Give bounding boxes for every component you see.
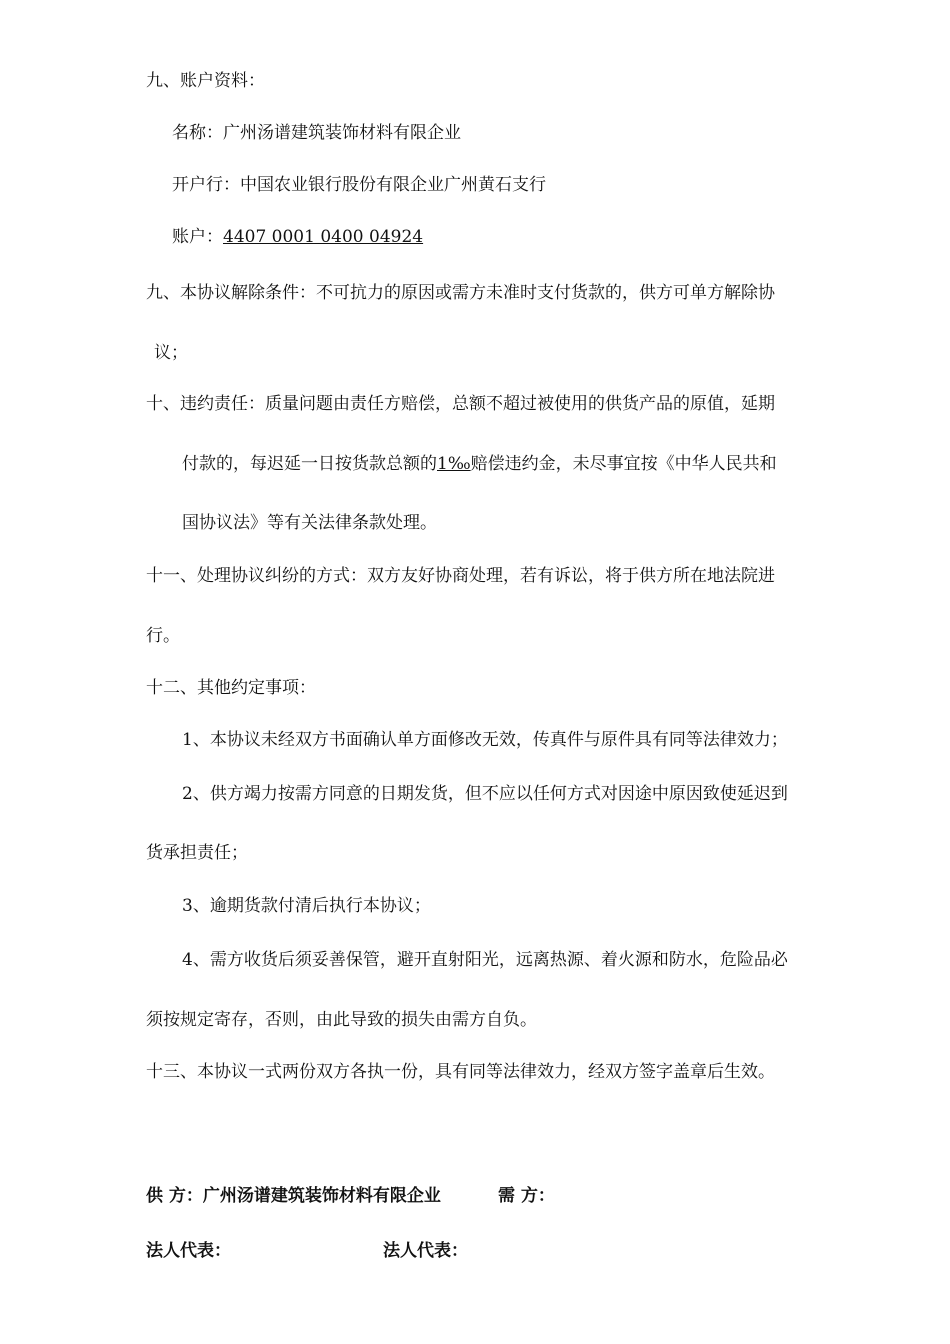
- liability-line-1: 十、违约责任：质量问题由责任方赔偿，总额不超过被使用的供货产品的原值，延期: [146, 394, 775, 414]
- dispute-line-1: 十一、处理协议纠纷的方式：双方友好协商处理，若有诉讼，将于供方所在地法院进: [146, 566, 775, 586]
- liability-line-3: 国协议法》等有关法律条款处理。: [182, 513, 437, 533]
- account-number-value: 4407 0001 0400 04924: [223, 227, 424, 247]
- other-item-4-line-1: 4、需方收货后须妥善保管，避开直射阳光，远离热源、着火源和防水，危险品必: [182, 950, 788, 970]
- dispute-line-2: 行。: [146, 626, 180, 646]
- account-number-line: [172, 226, 423, 248]
- legal-rep-left: 法人代表：: [146, 1241, 231, 1261]
- other-heading: 十二、其他约定事项：: [146, 678, 316, 698]
- account-name-value: 广州汤谱建筑装饰材料有限企业: [223, 123, 461, 143]
- liability-line-2-post: 赔偿违约金，未尽事宜按《中华人民共和: [470, 454, 777, 474]
- account-name-line: [172, 122, 461, 144]
- penalty-rate: 1‰: [437, 454, 471, 474]
- account-number-label: 账户：: [172, 227, 223, 247]
- termination-line-2: 议；: [154, 343, 188, 363]
- legal-rep-right: 法人代表：: [383, 1241, 468, 1261]
- other-item-1: 1、本协议未经双方书面确认单方面修改无效，传真件与原件具有同等法律效力；: [182, 730, 788, 750]
- account-heading: 九、账户资料：: [146, 71, 265, 91]
- other-item-2-line-1: 2、供方竭力按需方同意的日期发货，但不应以任何方式对因途中原因致使延迟到: [182, 784, 788, 804]
- account-bank-line: [172, 174, 546, 196]
- termination-line-1: 九、本协议解除条件：不可抗力的原因或需方未准时支付货款的，供方可单方解除协: [146, 283, 775, 303]
- other-item-3: 3、逾期货款付清后执行本协议；: [182, 896, 431, 916]
- supplier-signature: 供 方：广州汤谱建筑装饰材料有限企业: [146, 1186, 441, 1206]
- account-name-label: 名称：: [172, 123, 223, 143]
- liability-line-2: [182, 453, 777, 475]
- account-bank-label: 开户行：: [172, 175, 240, 195]
- account-bank-value: 中国农业银行股份有限企业广州黄石支行: [240, 175, 546, 195]
- effect-line: 十三、本协议一式两份双方各执一份，具有同等法律效力，经双方签字盖章后生效。: [146, 1062, 775, 1082]
- other-item-4-line-2: 须按规定寄存，否则，由此导致的损失由需方自负。: [146, 1010, 537, 1030]
- buyer-signature: 需 方：: [498, 1186, 555, 1206]
- other-item-2-line-2: 货承担责任；: [146, 843, 248, 863]
- liability-line-2-pre: 付款的，每迟延一日按货款总额的: [182, 454, 437, 474]
